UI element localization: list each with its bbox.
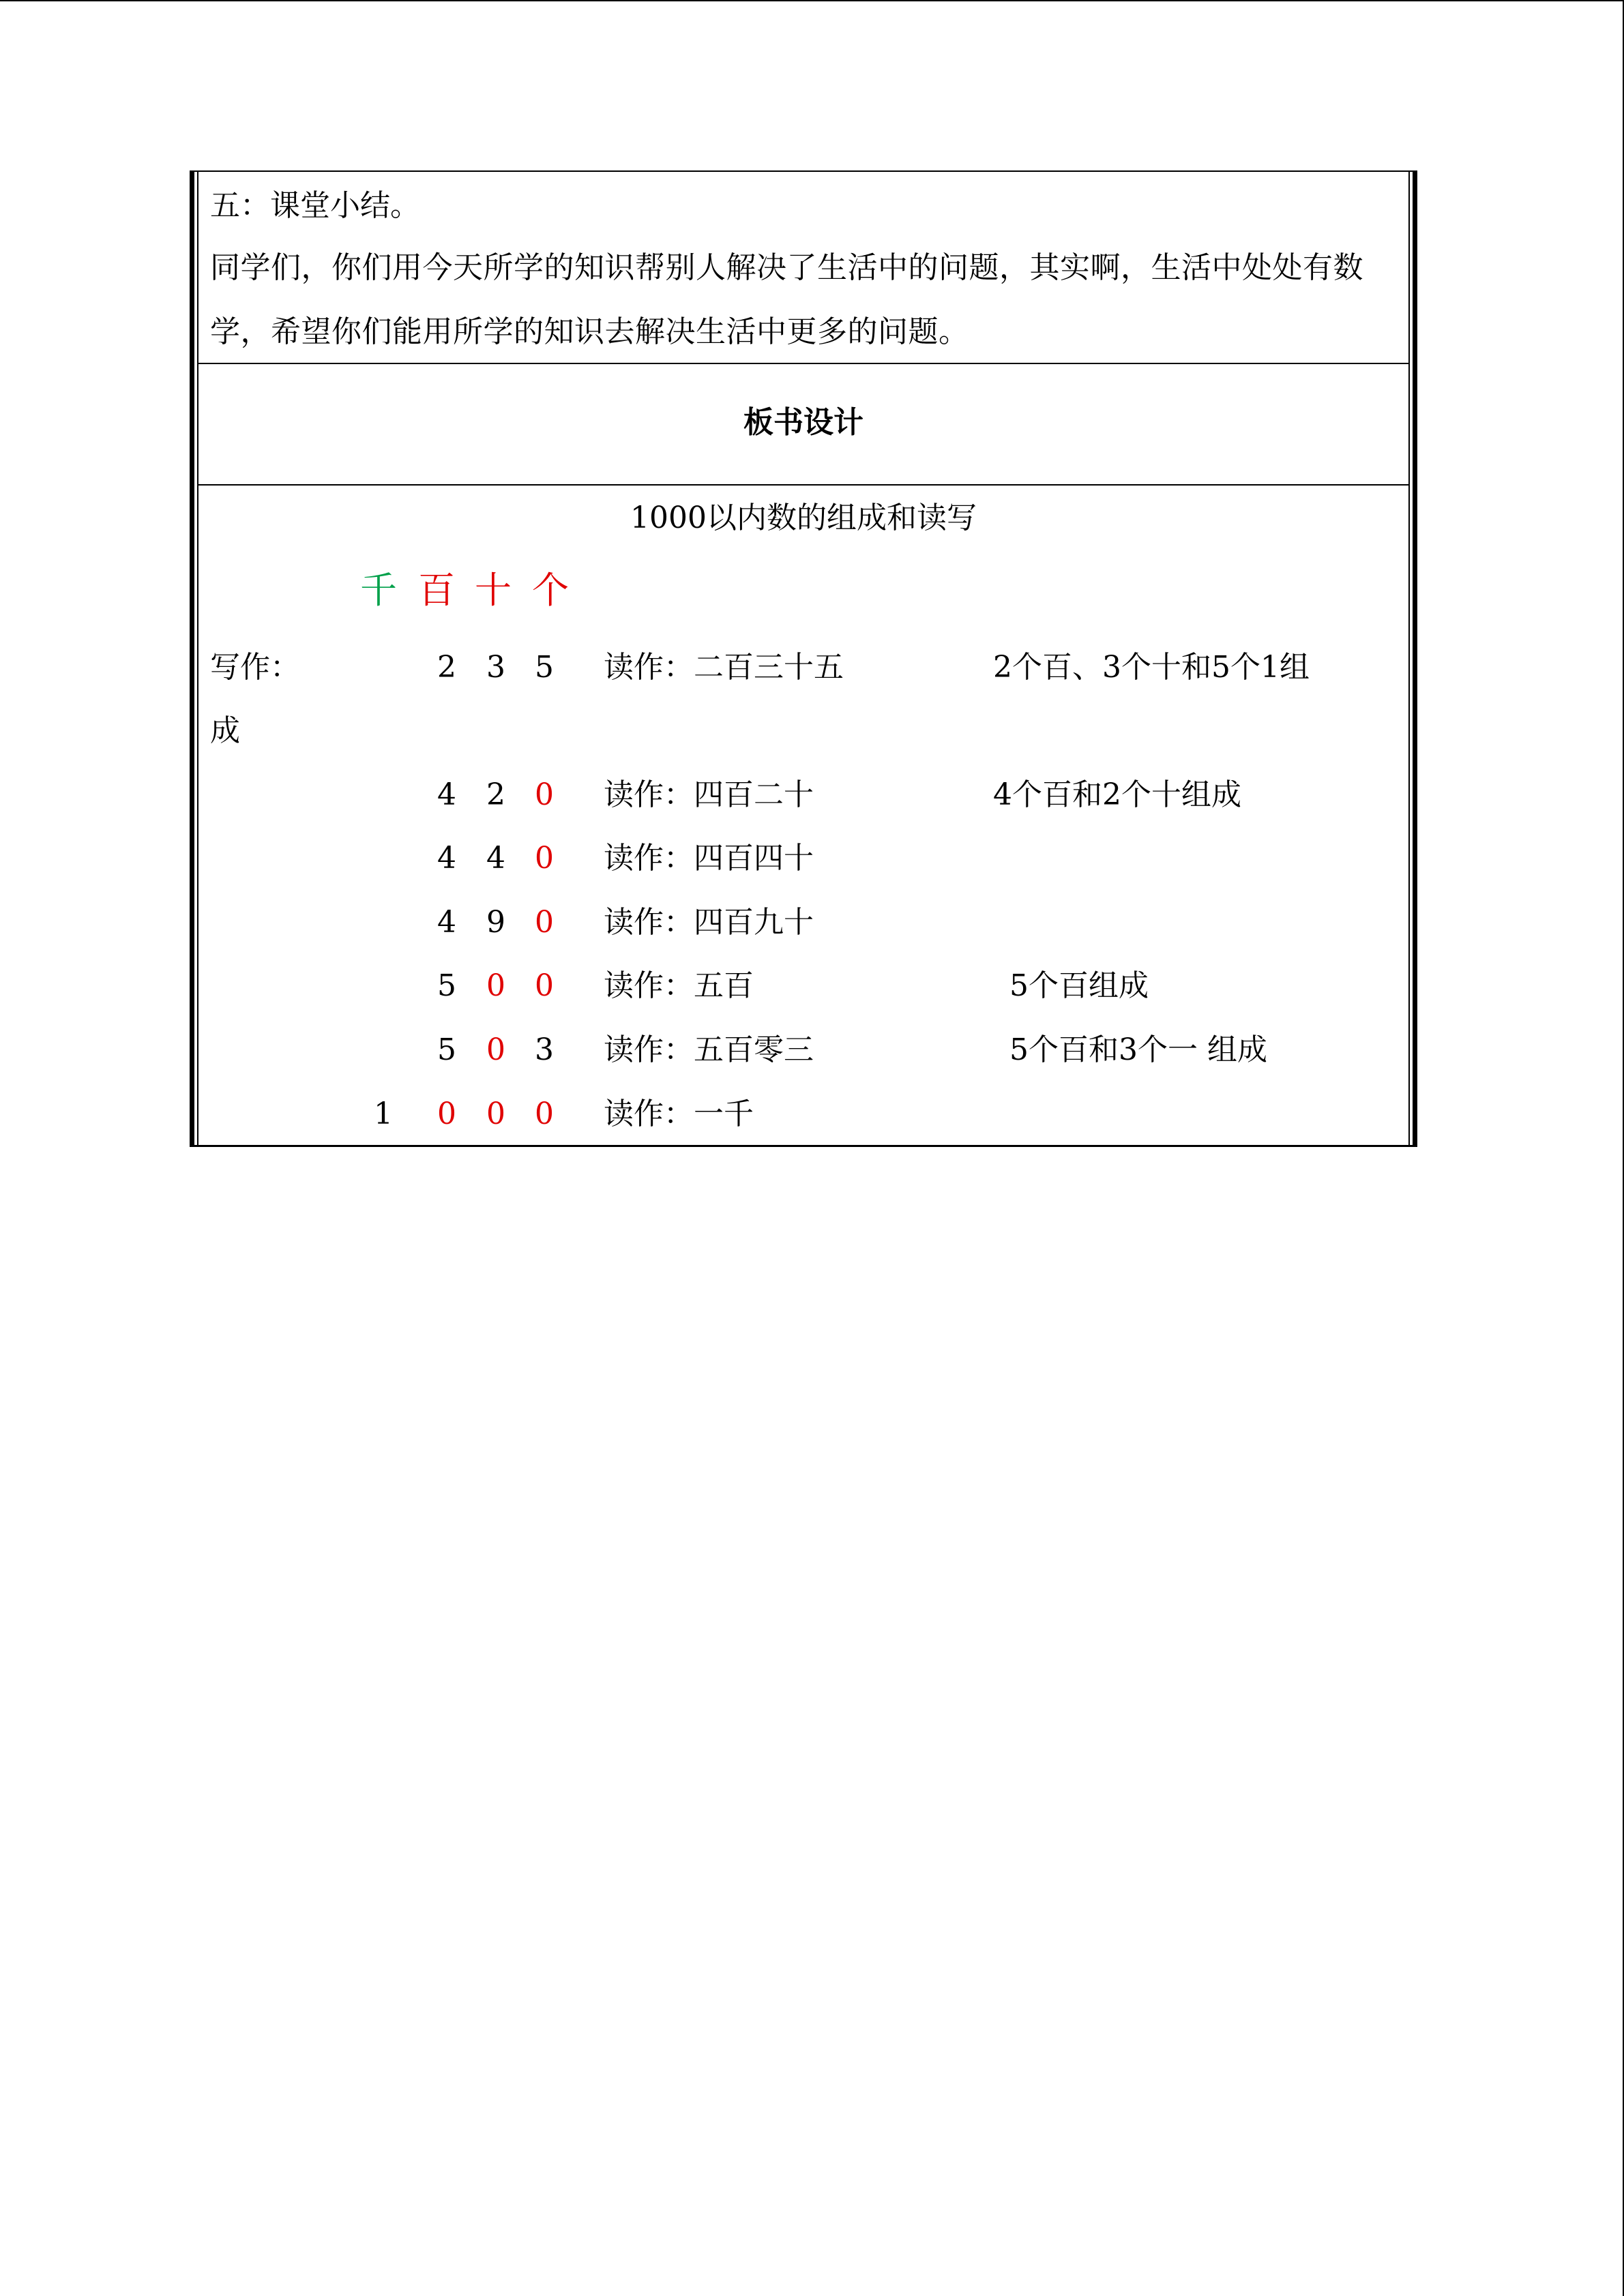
digit: 4: [437, 841, 456, 876]
digit: 9: [486, 905, 505, 940]
reading: 读作：四百九十: [604, 905, 814, 940]
reading: 读作：五百零三: [604, 1032, 814, 1067]
composition: 5个百和3个一 组成: [1009, 1032, 1267, 1067]
composition: 5个百组成: [1009, 968, 1149, 1003]
page-top-rule: [0, 0, 1624, 1]
place-ones: 个: [532, 569, 569, 612]
digit-zero: 0: [486, 1032, 505, 1067]
composition: 2个百、3个十和5个1组: [993, 650, 1310, 685]
digit-zero: 0: [535, 905, 554, 940]
row-divider: [198, 484, 1408, 486]
digit: 4: [437, 905, 456, 940]
digit: 3: [486, 650, 505, 685]
section-title: 板书设计: [743, 405, 863, 440]
lesson-plan-table: [190, 170, 1417, 1147]
digit-zero: 0: [535, 1097, 554, 1131]
digit: 2: [486, 777, 505, 812]
digit: 3: [535, 1032, 554, 1067]
digit-zero: 0: [535, 968, 554, 1003]
digit: 1: [374, 1097, 393, 1131]
summary-heading: 五：课堂小结。: [210, 188, 420, 223]
write-label: 写作：: [210, 650, 300, 685]
composition-wrap: 成: [210, 713, 240, 748]
reading: 读作：一千: [604, 1097, 754, 1131]
digit-zero: 0: [486, 1097, 505, 1131]
digit: 5: [437, 1032, 456, 1067]
reading: 读作：五百: [604, 968, 754, 1003]
row-divider: [198, 363, 1408, 364]
digit: 4: [486, 841, 505, 876]
digit-zero: 0: [535, 777, 554, 812]
composition: 4个百和2个十组成: [993, 777, 1241, 812]
place-thousands: 千: [360, 569, 397, 612]
place-tens: 十: [475, 569, 512, 612]
reading: 读作：四百二十: [604, 777, 814, 812]
digit-zero: 0: [486, 968, 505, 1003]
summary-paragraph: 同学们，你们用今天所学的知识帮别人解决了生活中的问题，其实啊，生活中处处有数学，希望你们能用所学的知识去解决生活中更多的问题。: [210, 250, 1363, 349]
digit-zero: 0: [437, 1097, 456, 1131]
digit-zero: 0: [535, 841, 554, 876]
reading: 读作：四百四十: [604, 841, 814, 876]
digit: 5: [437, 968, 456, 1003]
digit: 5: [535, 650, 554, 685]
place-hundreds: 百: [418, 569, 455, 612]
reading: 读作：二百三十五: [604, 650, 844, 685]
digit: 2: [437, 650, 456, 685]
digit: 4: [437, 777, 456, 812]
board-title: 1000以内数的组成和读写: [630, 501, 977, 535]
